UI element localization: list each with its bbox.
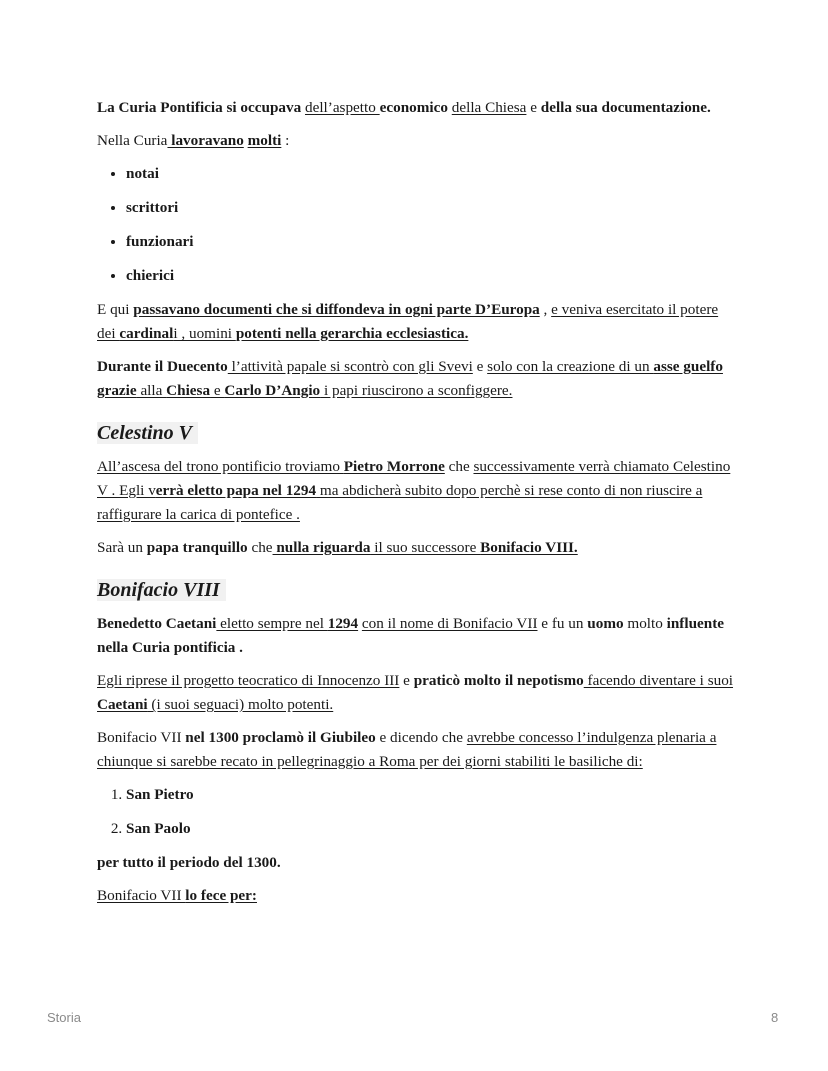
footer-label: Storia [47,1010,81,1025]
list-item-text: scrittori [126,199,179,216]
paragraph-giubileo [97,726,737,774]
list-item [126,264,737,288]
text-underlined: Bonifacio VII [97,887,186,904]
text-underlined: della Chiesa [451,99,527,116]
text: e [399,672,414,689]
paragraph-tranquillo [97,536,737,560]
text-underlined: avrebbe concesso l’indulgenza plenaria a chiunque si sarebbe recato in pellegrinaggio a Roma per dei giorni stabiliti le basiliche di: [97,729,717,770]
text-bold: cardinal [119,325,174,342]
text-bold: della sua documentazione. [540,99,711,116]
text: Bonifacio VII [97,729,186,746]
text-underlined: il suo successore [370,539,481,556]
paragraph-celestino [97,455,737,527]
text-bold: asse guelfo grazie [97,358,723,399]
paragraph-curia [97,96,737,120]
list-item [126,817,737,841]
document-body [97,96,737,917]
list-item [126,196,737,220]
text-bold: nulla riguarda [272,539,371,556]
list-item-text: San Paolo [126,820,191,837]
paragraph-nepotismo [97,669,737,717]
text-bold: errà eletto papa nel 1294 [155,482,317,499]
text-underlined: i , uomini [173,325,236,342]
list-item [126,162,737,186]
text-underlined: e [210,382,225,399]
numbered-list-basiliche [97,783,737,841]
text-underlined: con il nome di Bonifacio VII [361,615,538,632]
text-underlined: (i suoi seguaci) molto potenti. [147,696,334,713]
text-underlined: i papi riuscirono a sconfiggere. [320,382,513,399]
text-underlined: l’attività papale si scontrò con gli Svevi [227,358,473,375]
text-bold-underlined: lavoravano [167,132,244,149]
list-item-text: notai [126,165,159,182]
text-bold: potenti nella gerarchia ecclesiastica. [235,325,469,342]
page-number: 8 [771,1010,779,1025]
text-underlined: All’ascesa del trono pontificio troviamo [97,458,344,475]
bullet-list-roles [97,162,737,288]
text-bold-underlined: passavano documenti che si diffondeva in ogni parte D’Europa [133,301,540,318]
paragraph-caetani [97,612,737,660]
list-item [126,783,737,807]
text-bold: La Curia Pontificia si occupava [97,99,302,116]
heading-text: Bonifacio VIII [97,579,226,601]
text-bold: Benedetto Caetani [97,615,217,632]
text: che [444,458,474,475]
text-underlined: eletto sempre nel [216,615,328,632]
text-bold: per tutto il periodo del 1300. [97,854,281,871]
text: che [247,539,273,556]
text-bold: economico [379,99,448,116]
text-underlined: facendo diventare i suoi [583,672,734,689]
paragraph-lavoravano [97,129,737,153]
text: molto [623,615,667,632]
text-underlined: successivamente verrà chiamato Celestino V . Egli v [97,458,731,499]
text-bold: influente nella Curia pontificia . [97,615,725,656]
text-bold: praticò molto il nepotismo [413,672,584,689]
text-bold: uomo [587,615,624,632]
text-bold: papa tranquillo [146,539,248,556]
paragraph-periodo [97,851,737,875]
text-underlined: solo con la creazione di un [487,358,654,375]
text: Sarà un [97,539,147,556]
text-underlined: alla [136,382,167,399]
text: Nella Curia [97,132,168,149]
text-bold: Durante il Duecento [97,358,228,375]
text-underlined: Egli riprese il progetto teocratico di Innocenzo III [97,672,400,689]
list-item [126,230,737,254]
text-bold: Bonifacio VIII. [480,539,578,556]
heading-text: Celestino V [97,422,198,444]
heading-bonifacio [97,576,737,604]
paragraph-lo-fece [97,884,737,908]
text-bold-underlined: 1294 [327,615,359,632]
text-bold: Carlo D’Angio [224,382,321,399]
text-bold: Pietro Morrone [343,458,445,475]
text: , [539,301,552,318]
text: : [281,132,290,149]
text: e dicendo che [375,729,467,746]
text-bold: Chiesa [166,382,211,399]
text-underlined: ma abdicherà subito dopo perchè si rese conto di non riuscire a raffigurare la carica di pontefice . [97,482,703,523]
text-underlined: e veniva esercitato il potere dei [97,301,719,342]
paragraph-documenti [97,298,737,346]
heading-celestino [97,419,737,447]
text-bold: nel 1300 proclamò il Giubileo [185,729,376,746]
list-item-text: funzionari [126,233,194,250]
text: E qui [97,301,134,318]
text-underlined: dell’aspetto [304,99,380,116]
text: e fu un [537,615,588,632]
text: e [472,358,488,375]
text-bold: Caetani [97,696,148,713]
list-item-text: chierici [126,267,175,284]
paragraph-duecento [97,355,737,403]
text: e [526,99,541,116]
text-bold: lo fece per: [185,887,257,904]
list-item-text: San Pietro [126,786,194,803]
text-bold-underlined: molti [247,132,282,149]
